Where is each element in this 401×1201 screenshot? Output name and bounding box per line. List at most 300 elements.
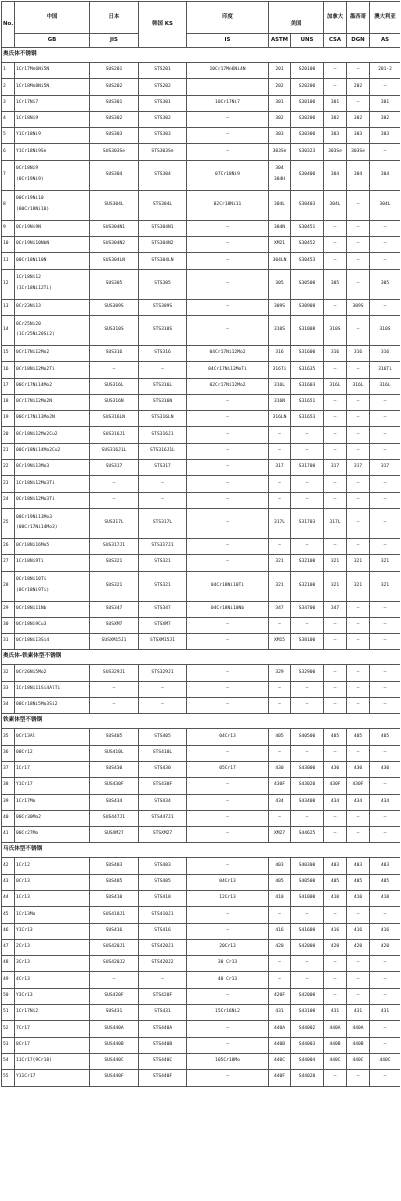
cell-jis: SUS403 <box>90 858 139 874</box>
cell-astm: 405 <box>269 874 291 890</box>
cell-jis: SUS305 <box>90 269 139 299</box>
cell-gb: 1Cr17Mn6Ni5N <box>15 63 90 79</box>
cell-csa: – <box>324 681 347 697</box>
cell-gb <box>15 508 90 538</box>
cell-jis: SUS304N1 <box>90 220 139 236</box>
cell-astm: 416 <box>269 923 291 939</box>
table-row <box>2 79 401 95</box>
cell-ks: STS310S <box>139 315 187 345</box>
cell-as: – <box>370 698 401 714</box>
cell-is: – <box>187 555 269 571</box>
cell-no: 37 <box>2 761 15 777</box>
cell-ks: STS303Se <box>139 144 187 160</box>
col-header-no: No. <box>2 2 15 48</box>
cell-ks: STS405 <box>139 874 187 890</box>
cell-is: – <box>187 253 269 269</box>
cell-jis: SUS410J1 <box>90 907 139 923</box>
cell-astm: – <box>269 492 291 508</box>
cell-as: 317 <box>370 460 401 476</box>
cell-jis: SUS405 <box>90 729 139 745</box>
col-header-as: AS <box>370 34 401 48</box>
table-row <box>2 665 401 681</box>
table-row <box>2 95 401 111</box>
cell-jis: SUSXM15J1 <box>90 634 139 650</box>
cell-uns: S40500 <box>291 874 324 890</box>
cell-astm: 440A <box>269 1021 291 1037</box>
table-row <box>2 555 401 571</box>
cell-is: 30 Cr13 <box>187 956 269 972</box>
cell-as: 321 <box>370 571 401 601</box>
cell-csa: – <box>324 253 347 269</box>
cell-as: 304L <box>370 190 401 220</box>
table-row <box>2 761 401 777</box>
cell-jis: SUS304 <box>90 160 139 190</box>
table-row <box>2 220 401 236</box>
cell-astm: XM21 <box>269 237 291 253</box>
cell-uns: – <box>291 972 324 988</box>
table-row <box>2 427 401 443</box>
cell-dgn: – <box>347 1070 370 1086</box>
cell-as: 410 <box>370 890 401 906</box>
cell-dgn: – <box>347 476 370 492</box>
table-row <box>2 988 401 1004</box>
cell-gb <box>15 315 90 345</box>
cell-ks: STS434 <box>139 794 187 810</box>
cell-jis: SUS430 <box>90 761 139 777</box>
section-title: 奥氏体不锈钢 <box>2 48 401 63</box>
cell-as: – <box>370 144 401 160</box>
cell-gb-line2: (00Cr17Ni14Mo3) <box>16 525 58 531</box>
cell-uns: – <box>291 956 324 972</box>
cell-jis: SUS304L <box>90 190 139 220</box>
cell-csa: – <box>324 220 347 236</box>
cell-jis: SUS420F <box>90 988 139 1004</box>
cell-ks: – <box>139 698 187 714</box>
cell-astm: 410 <box>269 890 291 906</box>
cell-jis: – <box>90 681 139 697</box>
cell-dgn: – <box>347 237 370 253</box>
cell-uns: S30300 <box>291 128 324 144</box>
cell-gb: 0Cr18Ni9Cu3 <box>15 617 90 633</box>
table-row <box>2 1021 401 1037</box>
cell-no: 54 <box>2 1053 15 1069</box>
cell-ks: STS301 <box>139 95 187 111</box>
cell-uns: S20200 <box>291 79 324 95</box>
cell-jis: SUS440C <box>90 1053 139 1069</box>
cell-jis: SUS302 <box>90 111 139 127</box>
cell-dgn: – <box>347 190 370 220</box>
cell-gb: 1Cr12 <box>15 858 90 874</box>
cell-no: 51 <box>2 1005 15 1021</box>
cell-dgn: 440C <box>347 1053 370 1069</box>
cell-ks: STS403 <box>139 858 187 874</box>
cell-csa: – <box>324 79 347 95</box>
cell-jis: SUS434 <box>90 794 139 810</box>
cell-is: 02Cr17Ni12Mo2 <box>187 378 269 394</box>
cell-uns: – <box>291 427 324 443</box>
cell-gb: 8Cr17 <box>15 1037 90 1053</box>
cell-uns: S31603 <box>291 378 324 394</box>
cell-as: 303 <box>370 128 401 144</box>
cell-uns: S41000 <box>291 890 324 906</box>
cell-as: – <box>370 617 401 633</box>
cell-jis: – <box>90 698 139 714</box>
cell-astm: XM15 <box>269 634 291 650</box>
cell-uns: S31700 <box>291 460 324 476</box>
cell-is: 07Cr18Ni9 <box>187 160 269 190</box>
cell-jis: SUS416 <box>90 923 139 939</box>
cell-no: 11 <box>2 253 15 269</box>
cell-is: – <box>187 681 269 697</box>
cell-astm: – <box>269 698 291 714</box>
cell-no: 35 <box>2 729 15 745</box>
cell-csa: 303Se <box>324 144 347 160</box>
cell-astm-line2: 304H <box>273 177 286 183</box>
cell-gb-line1: 0Cr25Ni20 <box>16 321 41 327</box>
cell-gb: 0Cr18Ni12Mo2Ti <box>15 362 90 378</box>
cell-gb-line1: 1Cr18Ni12 <box>16 275 41 281</box>
cell-gb: 1Cr13 <box>15 890 90 906</box>
cell-gb: Y1Cr17 <box>15 778 90 794</box>
cell-ks: STS420J2 <box>139 956 187 972</box>
cell-ks: – <box>139 362 187 378</box>
cell-no: 30 <box>2 617 15 633</box>
cell-csa: 317L <box>324 508 347 538</box>
cell-gb: 0Cr18Ni13Si4 <box>15 634 90 650</box>
cell-gb <box>15 160 90 190</box>
cell-is: – <box>187 1070 269 1086</box>
cell-ks: – <box>139 681 187 697</box>
cell-csa: – <box>324 665 347 681</box>
cell-as: – <box>370 634 401 650</box>
table-row <box>2 1037 401 1053</box>
cell-no: 32 <box>2 665 15 681</box>
cell-astm: XM27 <box>269 827 291 843</box>
cell-uns: S30453 <box>291 253 324 269</box>
cell-no: 19 <box>2 411 15 427</box>
cell-csa: – <box>324 427 347 443</box>
col-header-astm: ASTM <box>269 34 291 48</box>
cell-ks: STS329J1 <box>139 665 187 681</box>
section-title: 奥氏体-铁素体型不锈钢 <box>2 650 401 665</box>
cell-is: 04Cr13 <box>187 729 269 745</box>
cell-ks: STS317L <box>139 508 187 538</box>
cell-ks: STS317J1 <box>139 538 187 554</box>
table-row <box>2 972 401 988</box>
table-row <box>2 460 401 476</box>
cell-gb: 0Cr26Ni5Mo2 <box>15 665 90 681</box>
cell-astm: 420 <box>269 939 291 955</box>
cell-jis: SUS420J2 <box>90 956 139 972</box>
cell-is: 105Cr18Mo <box>187 1053 269 1069</box>
cell-dgn: – <box>347 508 370 538</box>
cell-uns: – <box>291 476 324 492</box>
cell-astm: 317 <box>269 460 291 476</box>
cell-as: 304 <box>370 160 401 190</box>
cell-uns: S44004 <box>291 1053 324 1069</box>
cell-as: – <box>370 745 401 761</box>
cell-is: – <box>187 460 269 476</box>
cell-ks: STS405 <box>139 729 187 745</box>
cell-astm: 316 <box>269 345 291 361</box>
cell-jis: SUS440B <box>90 1037 139 1053</box>
col-header-uns: UNS <box>291 34 324 48</box>
cell-as: – <box>370 601 401 617</box>
section-header <box>2 48 401 63</box>
cell-astm: – <box>269 810 291 826</box>
cell-uns: S31600 <box>291 345 324 361</box>
cell-astm: 434 <box>269 794 291 810</box>
table-row <box>2 890 401 906</box>
cell-csa: 303 <box>324 128 347 144</box>
cell-csa: – <box>324 907 347 923</box>
cell-uns: S32100 <box>291 571 324 601</box>
cell-no: 47 <box>2 939 15 955</box>
cell-no: 9 <box>2 220 15 236</box>
col-header-usa-top <box>269 2 324 18</box>
cell-astm: 202 <box>269 79 291 95</box>
table-row <box>2 617 401 633</box>
cell-is: – <box>187 508 269 538</box>
cell-no: 25 <box>2 508 15 538</box>
cell-ks: STS317 <box>139 460 187 476</box>
cell-uns: S30200 <box>291 111 324 127</box>
cell-ks: STS316L <box>139 378 187 394</box>
cell-gb: 0Cr18Ni12Mo2Cu2 <box>15 427 90 443</box>
cell-jis: SUS317L <box>90 508 139 538</box>
table-row <box>2 810 401 826</box>
cell-is: – <box>187 299 269 315</box>
cell-jis: SUS420J1 <box>90 939 139 955</box>
cell-ks: STS309S <box>139 299 187 315</box>
section-header <box>2 843 401 858</box>
cell-gb: 1Cr13Mo <box>15 907 90 923</box>
cell-gb <box>15 571 90 601</box>
table-row <box>2 411 401 427</box>
cell-ks: STS431 <box>139 1005 187 1021</box>
col-header-is: IS <box>187 34 269 48</box>
cell-gb: 1Cr18Ni12Mo3Ti <box>15 476 90 492</box>
cell-astm: 317L <box>269 508 291 538</box>
cell-as: 301 <box>370 95 401 111</box>
cell-csa: 301 <box>324 95 347 111</box>
cell-ks: STS410 <box>139 890 187 906</box>
cell-gb: 1Cr17Ni7 <box>15 95 90 111</box>
cell-gb-line2: (1Cr25Ni20Si2) <box>16 332 55 338</box>
cell-astm: – <box>269 443 291 459</box>
cell-as: – <box>370 476 401 492</box>
cell-is: – <box>187 634 269 650</box>
table-row <box>2 394 401 410</box>
cell-no: 4 <box>2 111 15 127</box>
cell-is: – <box>187 1037 269 1053</box>
cell-ks: – <box>139 492 187 508</box>
cell-jis: SUS405 <box>90 874 139 890</box>
cell-gb: 11Cr17(9Cr18) <box>15 1053 90 1069</box>
cell-gb: 1Cr17Ni2 <box>15 1005 90 1021</box>
cell-uns: S41600 <box>291 923 324 939</box>
table-row <box>2 476 401 492</box>
cell-gb: Y11Cr17 <box>15 1070 90 1086</box>
cell-dgn: – <box>347 810 370 826</box>
cell-as: – <box>370 988 401 1004</box>
cell-no: 2 <box>2 79 15 95</box>
cell-csa: – <box>324 411 347 427</box>
cell-csa: – <box>324 476 347 492</box>
cell-dgn: – <box>347 634 370 650</box>
cell-jis: SUS316J1 <box>90 427 139 443</box>
cell-csa: – <box>324 1070 347 1086</box>
cell-csa: – <box>324 617 347 633</box>
cell-is: – <box>187 810 269 826</box>
table-row <box>2 681 401 697</box>
cell-gb: 0Cr13 <box>15 874 90 890</box>
cell-astm: 440C <box>269 1053 291 1069</box>
cell-ks: STS420J1 <box>139 939 187 955</box>
cell-no: 27 <box>2 555 15 571</box>
cell-gb: 00Cr17Ni14Mo2 <box>15 378 90 394</box>
cell-uns: S31008 <box>291 315 324 345</box>
cell-uns: S30451 <box>291 220 324 236</box>
cell-ks: STS440B <box>139 1037 187 1053</box>
cell-gb <box>15 190 90 220</box>
cell-jis: SUS316J1L <box>90 443 139 459</box>
col-header-japan: 日本 <box>90 2 139 34</box>
cell-dgn: 405 <box>347 874 370 890</box>
cell-ks: STS304N1 <box>139 220 187 236</box>
cell-as: – <box>370 1021 401 1037</box>
cell-dgn: – <box>347 907 370 923</box>
cell-dgn: – <box>347 492 370 508</box>
cell-as: – <box>370 1070 401 1086</box>
cell-as: – <box>370 508 401 538</box>
cell-csa: 316L <box>324 378 347 394</box>
col-header-dgn: DGN <box>347 34 370 48</box>
header-row-countries <box>2 2 401 18</box>
cell-dgn: 321 <box>347 555 370 571</box>
cell-dgn: – <box>347 394 370 410</box>
table-row <box>2 827 401 843</box>
section-header <box>2 714 401 729</box>
cell-jis: SUS316 <box>90 345 139 361</box>
cell-dgn: – <box>347 362 370 378</box>
cell-as: – <box>370 79 401 95</box>
cell-csa: – <box>324 988 347 1004</box>
cell-no: 42 <box>2 858 15 874</box>
cell-no: 13 <box>2 299 15 315</box>
cell-no: 23 <box>2 476 15 492</box>
cell-is: – <box>187 1021 269 1037</box>
cell-jis: SUS316N <box>90 394 139 410</box>
cell-uns: S43400 <box>291 794 324 810</box>
cell-astm: – <box>269 538 291 554</box>
cell-is: – <box>187 220 269 236</box>
cell-as: 405 <box>370 874 401 890</box>
cell-dgn: – <box>347 269 370 299</box>
cell-ks: STS304 <box>139 160 187 190</box>
cell-uns: S30100 <box>291 95 324 111</box>
cell-ks: STS304L <box>139 190 187 220</box>
cell-csa: 305 <box>324 269 347 299</box>
cell-gb-line1: 00Cr19Ni13Mo3 <box>16 514 52 520</box>
cell-is: – <box>187 538 269 554</box>
cell-no: 48 <box>2 956 15 972</box>
cell-ks: – <box>139 972 187 988</box>
cell-is: – <box>187 665 269 681</box>
cell-jis: SUSXM7 <box>90 617 139 633</box>
cell-as: – <box>370 665 401 681</box>
cell-gb <box>15 269 90 299</box>
cell-is: 20Cr13 <box>187 939 269 955</box>
cell-gb: Y3Cr13 <box>15 988 90 1004</box>
cell-jis: SUS303 <box>90 128 139 144</box>
cell-csa: 405 <box>324 874 347 890</box>
col-header-usa: 美国 <box>269 18 324 34</box>
cell-uns: S20100 <box>291 63 324 79</box>
cell-gb: 1Cr18Ni11Si4AlTi <box>15 681 90 697</box>
cell-gb: 3Cr13 <box>15 956 90 972</box>
cell-as: 420 <box>370 939 401 955</box>
cell-astm: 316L <box>269 378 291 394</box>
cell-as: 201-2 <box>370 63 401 79</box>
cell-csa: 440B <box>324 1037 347 1053</box>
table-row <box>2 634 401 650</box>
cell-gb: 0Cr23Ni13 <box>15 299 90 315</box>
cell-dgn: 431 <box>347 1005 370 1021</box>
cell-no: 16 <box>2 362 15 378</box>
cell-as: 403 <box>370 858 401 874</box>
cell-is: – <box>187 411 269 427</box>
cell-jis: SUSXM27 <box>90 827 139 843</box>
cell-is: 02Cr18Ni11 <box>187 190 269 220</box>
cell-gb-line1: 0Cr18Ni10Ti <box>16 577 47 583</box>
cell-ks: STSXM27 <box>139 827 187 843</box>
cell-no: 31 <box>2 634 15 650</box>
cell-dgn: 430F <box>347 778 370 794</box>
cell-as: 316L <box>370 378 401 394</box>
cell-dgn: – <box>347 827 370 843</box>
cell-dgn: 316L <box>347 378 370 394</box>
cell-no: 43 <box>2 874 15 890</box>
cell-gb: 0Cr19Ni10NbN <box>15 237 90 253</box>
cell-uns: S30323 <box>291 144 324 160</box>
cell-csa: – <box>324 299 347 315</box>
table-row <box>2 111 401 127</box>
cell-uns: S42000 <box>291 939 324 955</box>
table-row <box>2 237 401 253</box>
cell-uns: S44002 <box>291 1021 324 1037</box>
cell-no: 36 <box>2 745 15 761</box>
cell-ks: STS202 <box>139 79 187 95</box>
cell-jis: SUS316LN <box>90 411 139 427</box>
cell-gb: 00Cr18Ni14Mo2Cu2 <box>15 443 90 459</box>
cell-gb: 0Cr19Ni9N <box>15 220 90 236</box>
cell-astm: 420F <box>269 988 291 1004</box>
cell-jis: SUS301 <box>90 95 139 111</box>
cell-uns: S43100 <box>291 1005 324 1021</box>
cell-astm: 440B <box>269 1037 291 1053</box>
cell-as: 431 <box>370 1005 401 1021</box>
cell-csa: 434 <box>324 794 347 810</box>
cell-gb: 0Cr19Ni13Mo3 <box>15 460 90 476</box>
cell-as: – <box>370 427 401 443</box>
cell-dgn: 430 <box>347 761 370 777</box>
cell-gb: 1Cr18Mn8Ni5N <box>15 79 90 95</box>
cell-no: 8 <box>2 190 15 220</box>
cell-ks: STS316J1L <box>139 443 187 459</box>
cell-uns: S31651 <box>291 394 324 410</box>
cell-uns: – <box>291 745 324 761</box>
